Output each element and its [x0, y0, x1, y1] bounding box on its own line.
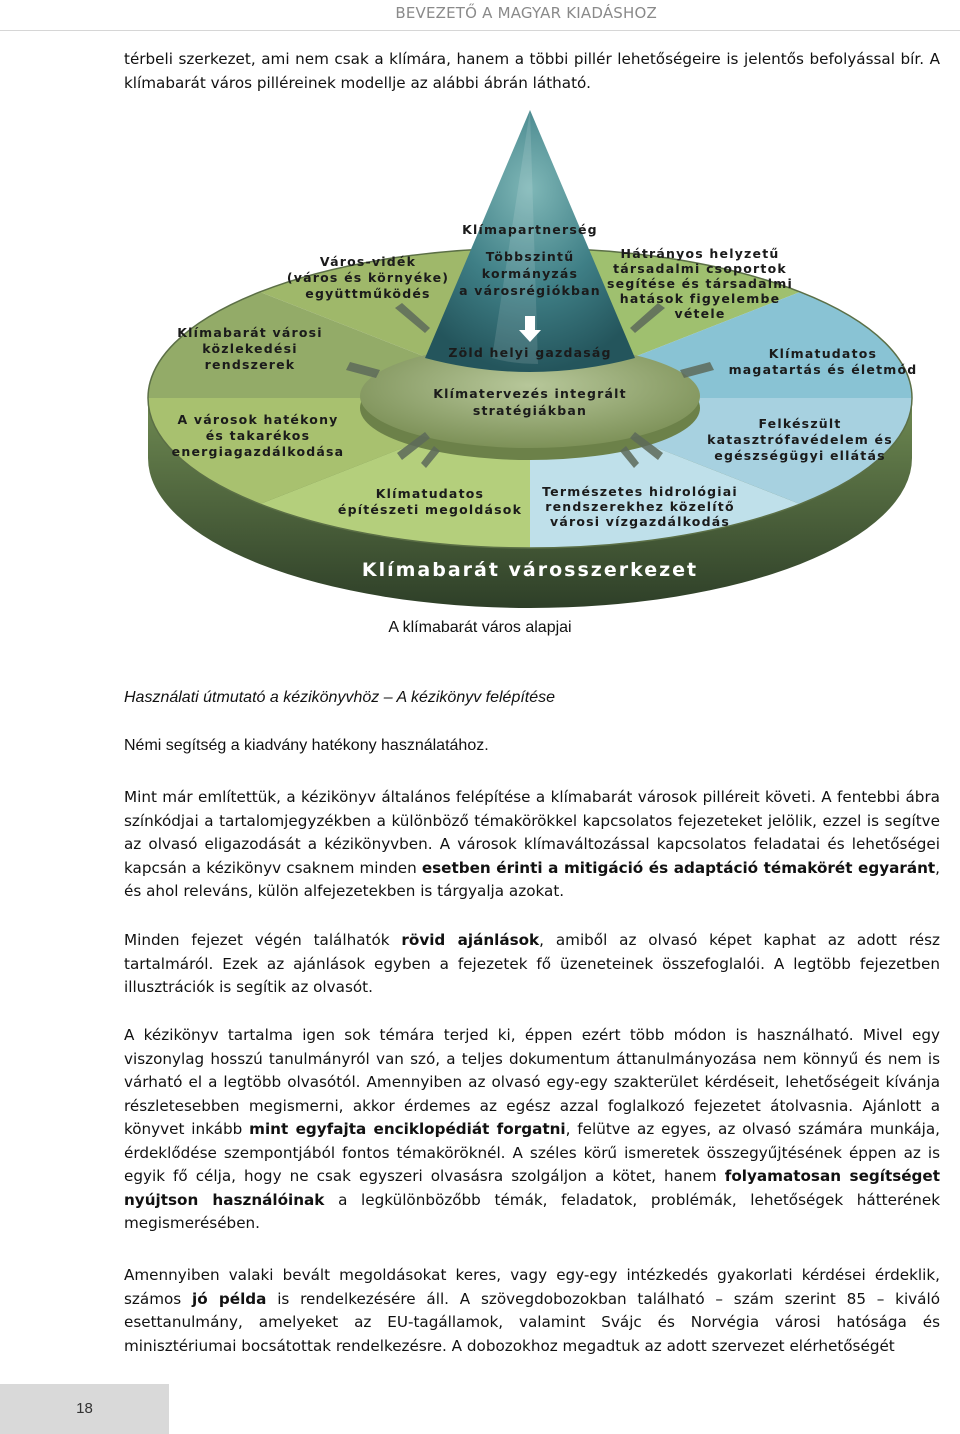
- guide-p1-b: esetben érinti a mitigáció és adaptáció témakörét egyaránt: [421, 858, 936, 877]
- segment-4-line-0: A városok hatékony: [177, 412, 339, 427]
- intro-paragraph: [124, 48, 940, 95]
- guide-paragraph-1: [124, 786, 940, 904]
- segment-4-line-2: energiagazdálkodása: [171, 444, 345, 459]
- guide-paragraph-2: [124, 929, 940, 1000]
- guide-p4-a: Amennyiben valaki bevált megoldásokat keres, vagy egy-egy intézkedés gyakorlati kérdései érdeklik, számos: [124, 1266, 940, 1308]
- segment-6-line-0: Klímatudatos: [375, 486, 485, 501]
- segment-1-line-3: hatások figyelembe: [619, 291, 781, 306]
- pillars-diagram-svg: [140, 108, 920, 608]
- guide-p2-a: Minden fejezet végén találhatók: [124, 931, 402, 949]
- header-rule: [0, 30, 960, 31]
- guide-p2-c: , amiből az olvasó képet kaphat az adott rész tartalmáról. Ezek az ajánlások egyben a fejezetek fő üzeneteinek összefoglalói. A legtöbb fejezetben illusztrációk is segítik az olvasót.: [124, 931, 941, 996]
- segment-3-line-1: magatartás és életmód: [728, 362, 918, 377]
- segment-0-line-0: Város-vidék: [319, 254, 417, 269]
- cone-top-label: Klímapartnerség: [462, 222, 598, 237]
- segment-1-line-4: vétele: [674, 306, 726, 321]
- segment-2-line-2: rendszerek: [204, 357, 296, 372]
- guide-p4-b: jó példa: [192, 1289, 267, 1308]
- segment-5-line-2: egészségügyi ellátás: [714, 448, 886, 463]
- segment-6-line-1: építészeti megoldások: [337, 502, 523, 517]
- segment-7-line-1: rendszerekhez közelítő: [545, 499, 735, 514]
- guide-p4-c: is rendelkezésére áll. A szövegdobozokban található – szám szerint 85 – kiváló esettanulmány, amelyeket az EU-tagállamok, valamint Svájc és Norvégia városi hatósága és minisztériumai bocsátottak rendelkezésre. A dobozokhoz megadtuk az adott szervezet elérhetőségét: [124, 1289, 940, 1355]
- figure-caption: A klímabarát város alapjai: [388, 619, 572, 636]
- segment-0-line-1: (város és környéke): [286, 270, 450, 285]
- guide-paragraph-4: [124, 1264, 940, 1358]
- segment-7-line-2: városi vízgazdálkodás: [549, 514, 731, 529]
- segment-2-line-0: Klímabarát városi: [177, 325, 323, 340]
- guide-note: Némi segítség a kiadvány hatékony használatához.: [124, 737, 489, 754]
- guide-p1-c: , és ahol releváns, külön alfejezetekben is tárgyalja azokat.: [124, 858, 940, 900]
- page-number: 18: [76, 1400, 93, 1417]
- guide-p2-b: rövid ajánlások: [401, 931, 540, 949]
- segment-1-line-0: Hátrányos helyzetű: [620, 246, 780, 261]
- guide-heading: Használati útmutató a kézikönyvhöz – A kézikönyv felépítése: [124, 689, 556, 706]
- cone-bottom-label: Zöld helyi gazdaság: [448, 345, 612, 360]
- base-label: Klímabarát városszerkezet: [361, 559, 699, 581]
- segment-3-line-0: Klímatudatos: [768, 346, 878, 361]
- cone-label-3: a városrégiókban: [459, 283, 601, 298]
- center-ring-label-2: stratégiákban: [472, 403, 588, 418]
- center-ring-label-1: Klímatervezés integrált: [433, 386, 627, 401]
- segment-1-line-2: segítése és társadalmi: [607, 276, 793, 291]
- guide-p3-b: mint egyfajta enciklopédiát forgatni: [249, 1120, 566, 1138]
- running-header: BEVEZETŐ A MAGYAR KIADÁSHOZ: [395, 4, 657, 22]
- guide-p3-c: , felütve az egyes, az olvasó számára munkája, érdeklődése szempontjából fontos témaköröknél. A széles körű ismeretek összegyűjtésének éppen az is egyik fő célja, hogy ne csak egyszeri olvasásra szolgáljon a kötet, hanem: [124, 1120, 941, 1185]
- segment-7-line-0: Természetes hidrológiai: [542, 484, 738, 499]
- guide-paragraph-3: [124, 1024, 940, 1236]
- guide-p3-d: folyamatosan segítséget nyújtson használóinak: [124, 1167, 940, 1209]
- cone-label-1: Többszintű: [485, 249, 575, 264]
- intro-text: térbeli szerkezet, ami nem csak a klímára, hanem a többi pillér lehetőségeire is jelentős befolyással bír. A klímabarát város pilléreinek modellje az alábbi ábrán látható.: [124, 50, 940, 92]
- segment-4-line-1: és takarékos: [205, 428, 311, 443]
- segment-5-line-0: Felkészült: [758, 416, 842, 431]
- segment-1-line-1: társadalmi csoportok: [613, 261, 787, 276]
- guide-p3-a: A kézikönyv tartalma igen sok témára terjed ki, éppen ezért több módon is használható. Mivel egy viszonylag hosszú tanulmányról van szó, a teljes dokumentum áttanulmányozása nem könnyű és nem is várható el a legtöbb olvasótól. Amennyiben az olvasó egy-egy szakterület kérdéseit, lehetőségeit kívánja részletesebben megismerni, akkor érdemes az egész azzal foglalkozó fejezetet átolvasnia. Ajánlott a könyvet inkább: [124, 1026, 940, 1138]
- guide-p3-e: a legkülönbözőbb témák, feladatok, problémák, lehetőségek hátterének megismerésében.: [124, 1190, 940, 1232]
- guide-p1-a: Mint már említettük, a kézikönyv általános felépítése a klímabarát városok pilléreit követi. A fentebbi ábra színkódjai a tartalomjegyzékben a különböző témakörökkel kapcsolatos fejezeteket jelölik, ezzel is segítve az olvasó eligazodását a kézikönyvben. A városok klímaváltozással kapcsolatos feladatai és lehetőségei kapcsán a kézikönyv csaknem minden: [124, 788, 940, 877]
- cone-label-2: kormányzás: [481, 266, 579, 281]
- segment-0-line-2: együttműködés: [305, 286, 431, 301]
- segment-5-line-1: katasztrófavédelem és: [707, 432, 893, 447]
- climate-city-pillars-diagram: [140, 108, 920, 608]
- segment-2-line-1: közlekedési: [202, 341, 298, 356]
